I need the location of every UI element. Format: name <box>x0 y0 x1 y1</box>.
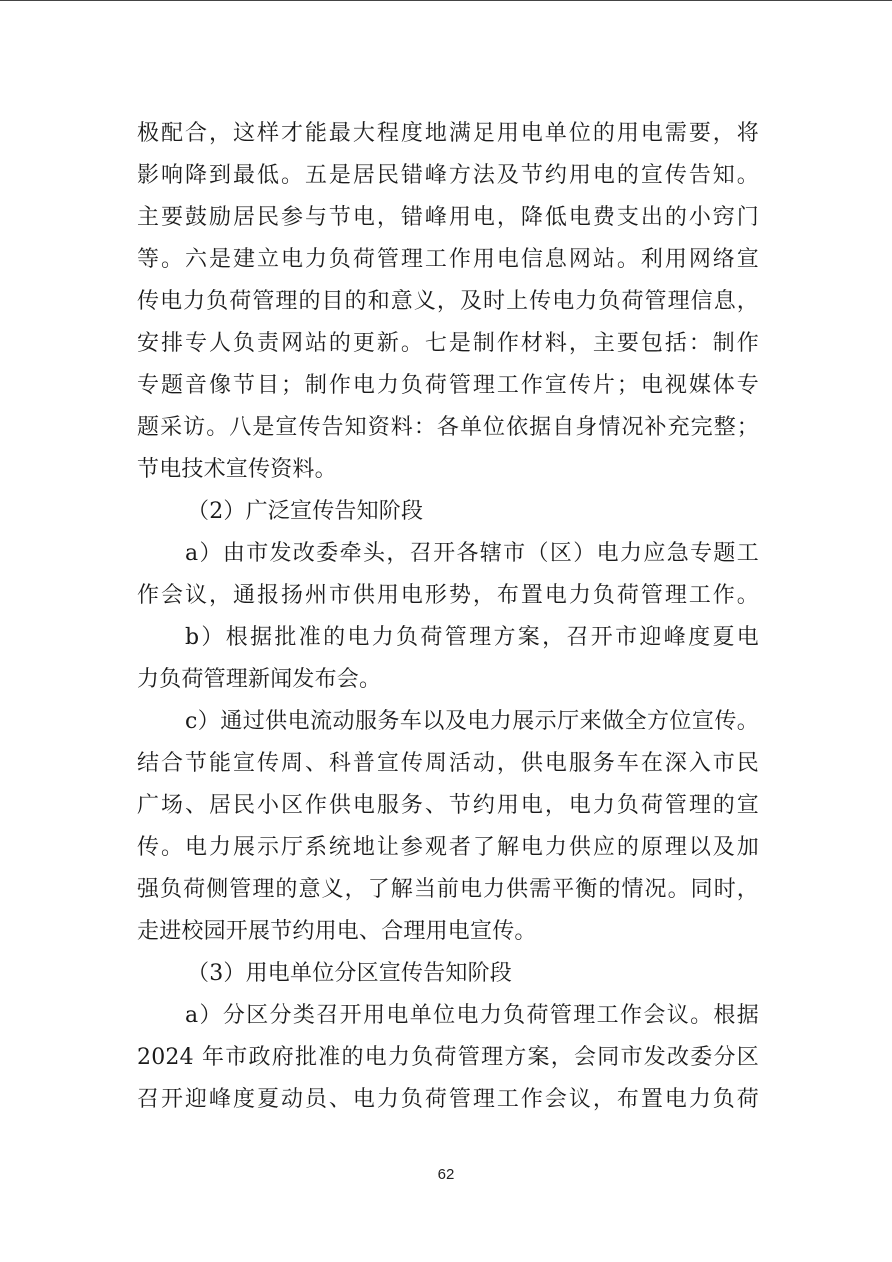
text-line: 力负荷管理新闻发布会。 <box>137 667 382 692</box>
document-body <box>137 113 759 1121</box>
text-line: a）分区分类召开用电单位电力负荷管理工作会议。根据 <box>185 1003 759 1028</box>
text-line: 作会议，通报扬州市供用电形势，布置电力负荷管理工作。 <box>137 583 759 608</box>
text-line: 传电力负荷管理的目的和意义，及时上传电力负荷管理信息， <box>137 289 759 314</box>
top-border-rule <box>0 0 892 1</box>
text-line: 安排专人负责网站的更新。七是制作材料，主要包括：制作 <box>137 331 759 356</box>
text-line: 召开迎峰度夏动员、电力负荷管理工作会议，布置电力负荷 <box>137 1087 759 1112</box>
page-number: 62 <box>437 1166 455 1183</box>
section-heading: （2）广泛宣传告知阶段 <box>187 499 424 524</box>
text-line: 结合节能宣传周、科普宣传周活动，供电服务车在深入市民 <box>137 751 759 776</box>
text-line: 极配合，这样才能最大程度地满足用电单位的用电需要，将 <box>137 121 759 146</box>
text-line: 影响降到最低。五是居民错峰方法及节约用电的宣传告知。 <box>137 163 759 188</box>
text-line: a）由市发改委牵头，召开各辖市（区）电力应急专题工 <box>185 541 759 566</box>
text-line: b）根据批准的电力负荷管理方案，召开市迎峰度夏电 <box>185 625 759 650</box>
text-line: c）通过供电流动服务车以及电力展示厅来做全方位宣传。 <box>185 709 759 734</box>
text-line: 主要鼓励居民参与节电，错峰用电，降低电费支出的小窍门 <box>137 205 759 230</box>
text-line: 走进校园开展节约用电、合理用电宣传。 <box>137 919 537 944</box>
text-line: 2024 年市政府批准的电力负荷管理方案，会同市发改委分区 <box>137 1045 759 1070</box>
section-heading: （3）用电单位分区宣传告知阶段 <box>187 961 512 986</box>
text-line: 等。六是建立电力负荷管理工作用电信息网站。利用网络宣 <box>137 247 759 272</box>
text-line: 广场、居民小区作供电服务、节约用电，电力负荷管理的宣 <box>137 793 759 818</box>
text-line: 题采访。八是宣传告知资料：各单位依据自身情况补充完整； <box>137 415 759 440</box>
text-line: 专题音像节目；制作电力负荷管理工作宣传片；电视媒体专 <box>137 373 759 398</box>
text-line: 强负荷侧管理的意义，了解当前电力供需平衡的情况。同时， <box>137 877 759 902</box>
text-line: 传。电力展示厅系统地让参观者了解电力供应的原理以及加 <box>137 835 759 860</box>
text-line: 节电技术宣传资料。 <box>137 457 337 482</box>
